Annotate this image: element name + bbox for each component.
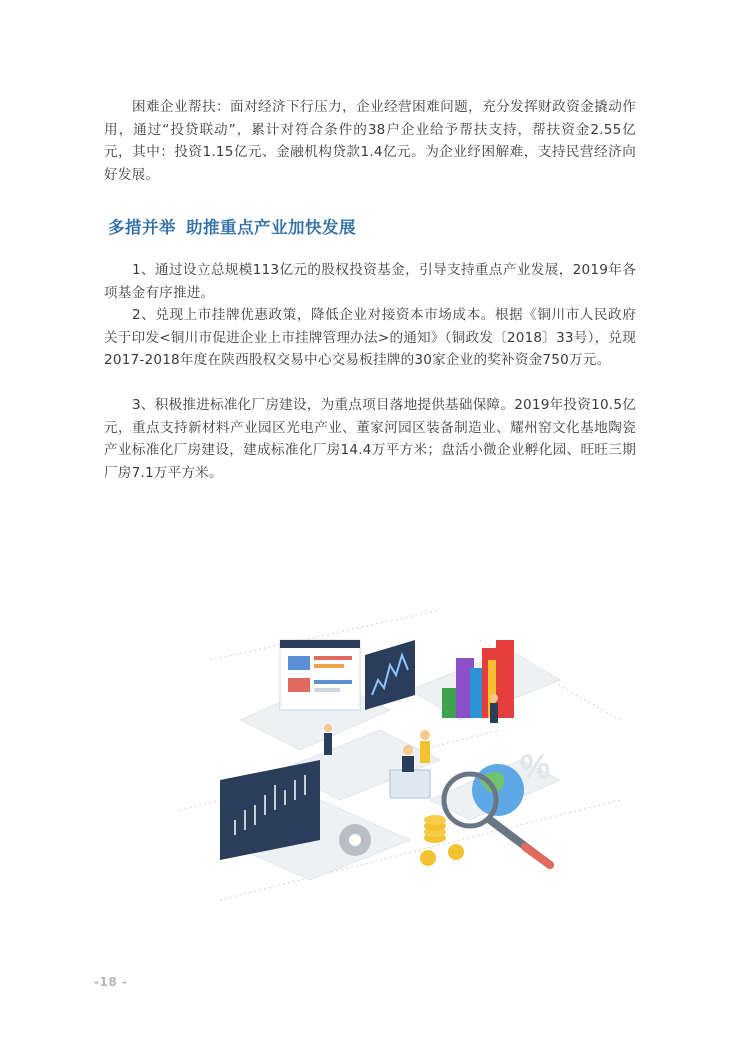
section-heading-a: 多措并举	[108, 218, 176, 237]
list-item-3: 3、积极推进标准化厂房建设，为重点项目落地提供基础保障。2019年投资10.5亿元，重点支持新材料产业园区光电产业、董家河园区装备制造业、耀州窑文化基地陶瓷产业标准化厂房建设，建成标准化厂房14.4万平方米；盘活小微企业孵化园、旺旺三期厂房7.1万平方米。	[104, 397, 636, 481]
percent-sign: %	[520, 748, 551, 786]
stock-chart-icon	[365, 640, 415, 710]
list-item-2: 2、兑现上市挂牌优惠政策，降低企业对接资本市场成本。根据《铜川市人民政府关于印发<铜川市促进企业上市挂牌管理办法>的通知》（铜政发〔2018〕33号），兑现2017-2018年度在陕西股权交易中心交易板挂牌的30家企业的奖补资金750万元。	[104, 307, 636, 368]
gear-icon	[339, 824, 371, 856]
list-item-1: 1、通过设立总规模113亿元的股权投资基金，引导支持重点产业发展，2019年各项基金有序推进。	[104, 262, 636, 301]
page-number: -18 -	[94, 975, 128, 989]
section-heading	[108, 214, 356, 238]
dashboard-panel-icon	[280, 640, 360, 710]
paragraph-enterprise-assistance: 困难企业帮扶：面对经济下行压力，企业经营困难问题，充分发挥财政资金撬动作用，通过“投贷联动”，累计对符合条件的38户企业给予帮扶支持，帮扶资金2.55亿元，其中：投资1.15亿元、金融机构贷款1.4亿元。为企业纾困解难，支持民营经济向好发展。	[104, 99, 636, 183]
section-heading-b: 助推重点产业加快发展	[186, 218, 356, 237]
finance-illustration	[180, 600, 630, 930]
